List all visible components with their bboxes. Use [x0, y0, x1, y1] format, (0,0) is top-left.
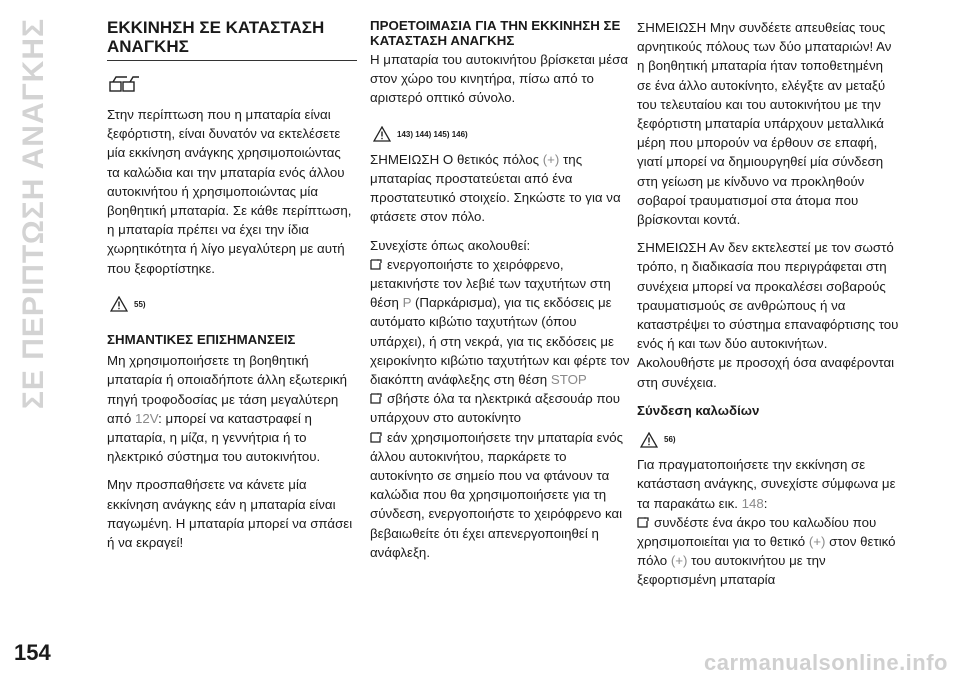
- plus-symbol: (+): [808, 534, 826, 550]
- column-3: [637, 18, 899, 590]
- continue-as-follows: Συνεχίστε όπως ακολουθεί:: [370, 237, 531, 253]
- voltage-warning-paragraph: Μη χρησιμοποιήσετε τη βοηθητική μπαταρία ή οποιαδήποτε άλλη εξωτερική πηγή τροφοδοσίας με τάση μεγαλύτερη από 12V: μπορεί να καταστραφεί η μπαταρία, η μίζα, η γεννήτρια ή το ηλεκτρικό σύστημα του αυτοκινήτου.: [107, 353, 348, 465]
- procedure-caution-note: ΣΗΜΕΙΩΣΗ Αν δεν εκτελεστεί με τον σωστό τρόπο, η διαδικασία που περιγράφεται στη συνέχεια μπορεί να προκαλέσει σοβαρούς τραυματισμούς σε ανθρώπους ή να καταστρέψει το σύστημα επαναφόρτισης του ενός ή και των δύο αυτοκινήτων. Ακολουθήστε με προσοχή όσα αναφέρονται στη συνέχεια.: [637, 240, 899, 390]
- plus-symbol: (+): [542, 151, 560, 167]
- frozen-battery-paragraph: Μην προσπαθήσετε να κάνετε μία εκκίνηση ανάγκης εάν η μπαταρία είναι παγωμένη. Η μπαταρία μπορεί να σπάσει ή να εκραγεί!: [107, 477, 353, 551]
- important-notes-heading: ΣΗΜΑΝΤΙΚΕΣ ΕΠΙΣΗΜΑΝΣΕΙΣ: [107, 332, 296, 348]
- preparation-heading: ΠΡΟΕΤΟΙΜΑΣΙΑ ΓΙΑ ΤΗΝ ΕΚΚΙΝΗΣΗ ΣΕ ΚΑΤΑΣΤΑΣΗ ΑΝΑΓΚΗΣ: [370, 18, 621, 48]
- figure-ref: 148: [741, 495, 764, 511]
- emergency-start-paragraph: Για πραγματοποιήσετε την εκκίνηση σε κατάσταση ανάγκης, συνεχίστε σύμφωνα με τα παρακάτω εικ. 148:: [637, 457, 896, 511]
- warning-triangle-icon: [640, 432, 658, 448]
- watermark-logo: carmanualsonline.info: [704, 650, 948, 675]
- column-1: [107, 18, 357, 561]
- gear-position-p: P: [402, 295, 412, 311]
- checkbox-bullet-icon: [370, 259, 382, 270]
- intro-paragraph: Στην περίπτωση που η μπαταρία είναι ξεφόρτιστη, είναι δυνατόν να εκτελέσετε μία εκκίνηση ανάγκης χρησιμοποιώντας τα καλώδια και την μπαταρία ενός άλλου αυτοκινήτου ή χρησιμοποιώντας μία βοηθητική μπαταρία. Σε κάθε περίπτωση, η μπαταρία πρέπει να έχει την ίδια χωρητικότητα ή λίγο μεγαλύτερη με αυτή που ξεφορτίστηκε.: [107, 107, 352, 276]
- step-park-other-car: εάν χρησιμοποιήσετε την μπαταρία ενός άλλου αυτοκινήτου, παρκάρετε το αυτοκίνητο σε σημείο που να φτάνουν τα καλώδια που θα χρησιμοποιήσετε για τη σύνδεση, ενεργοποιήστε το χειρόφρενο και βεβαιωθείτε ότι έχει απενεργοποιηθεί η ανάφλεξη.: [370, 429, 624, 560]
- cable-connection-heading: Σύνδεση καλωδίων: [637, 402, 760, 418]
- warning-triangle-icon: [373, 126, 391, 142]
- battery-cables-icon: [109, 75, 141, 93]
- checkbox-bullet-icon: [370, 432, 382, 443]
- step-accessories-off: σβήστε όλα τα ηλεκτρικά αξεσουάρ που υπάρχουν στο αυτοκίνητο: [370, 391, 621, 426]
- ignition-stop: STOP: [550, 372, 587, 388]
- positive-pole-note: ΣΗΜΕΙΩΣΗ Ο θετικός πόλος (+) της μπαταρίας προστατεύεται από ένα προστατευτικό στοιχείο. Σηκώστε το για να φτάσετε στον πόλο.: [370, 151, 621, 225]
- note-ref-56: 56): [640, 430, 676, 449]
- column-2: [370, 18, 630, 562]
- section-side-title: ΣΕ ΠΕΡΙΠΤΩΣΗ ΑΝΑΓΚΗΣ: [17, 18, 50, 410]
- checkbox-bullet-icon: [370, 393, 382, 404]
- plus-symbol: (+): [670, 553, 688, 569]
- voltage-value: 12V: [134, 410, 159, 426]
- checkbox-bullet-icon: [637, 517, 649, 528]
- negative-poles-note: ΣΗΜΕΙΩΣΗ Μην συνδέετε απευθείας τους αρνητικούς πόλους των δύο μπαταριών! Αν η βοηθητική μπαταρία ήταν τοποθετημένη σε ένα άλλο αυτοκίνητο, ελέγξτε αν μεταξύ του τελευταίου και του αυτοκινήτου με την ξεφόρτιστη μπαταρία υπάρχουν μεταλλικά μέρη που μπορούν να έρθουν σε επαφή, γιατί μπορεί να δημιουργηθεί μία σύνδεση στη γείωση με κίνδυνο να προκληθούν σοβαροί τραυματισμοί στα άτομα που βρίσκονται κοντά.: [637, 20, 892, 228]
- step-handbrake: ενεργοποιήστε το χειρόφρενο, μετακινήστε τον λεβιέ των ταχυτήτων στη θέση P (Παρκάρισμα), για τις εκδόσεις με αυτόματο κιβώτιο ταχυτήτων (όπου υπάρχει), ή στη νεκρά, για τις εκδόσεις με χειροκίνητο κιβώτιο ταχυτήτων και φέρτε τον διακόπτη ανάφλεξης στη θέση STOP: [370, 256, 630, 388]
- page-number: 154: [14, 640, 51, 665]
- note-ref-55: 55): [110, 295, 146, 314]
- main-heading: ΕΚΚΙΝΗΣΗ ΣΕ ΚΑΤΑΣΤΑΣΗ ΑΝΑΓΚΗΣ: [107, 18, 357, 61]
- step-connect-positive: συνδέστε ένα άκρο του καλωδίου που χρησιμοποιείται για το θετικό (+) στον θετικό πόλο (+) του αυτοκινήτου με την ξεφορτισμένη μπαταρία: [637, 514, 896, 588]
- warning-triangle-icon: [110, 296, 128, 312]
- note-refs-143-146: 143) 144) 145) 146): [373, 125, 468, 144]
- battery-location-paragraph: Η μπαταρία του αυτοκινήτου βρίσκεται μέσα στον χώρο του κινητήρα, πίσω από το αριστερό οπτικό σύνολο.: [370, 52, 629, 106]
